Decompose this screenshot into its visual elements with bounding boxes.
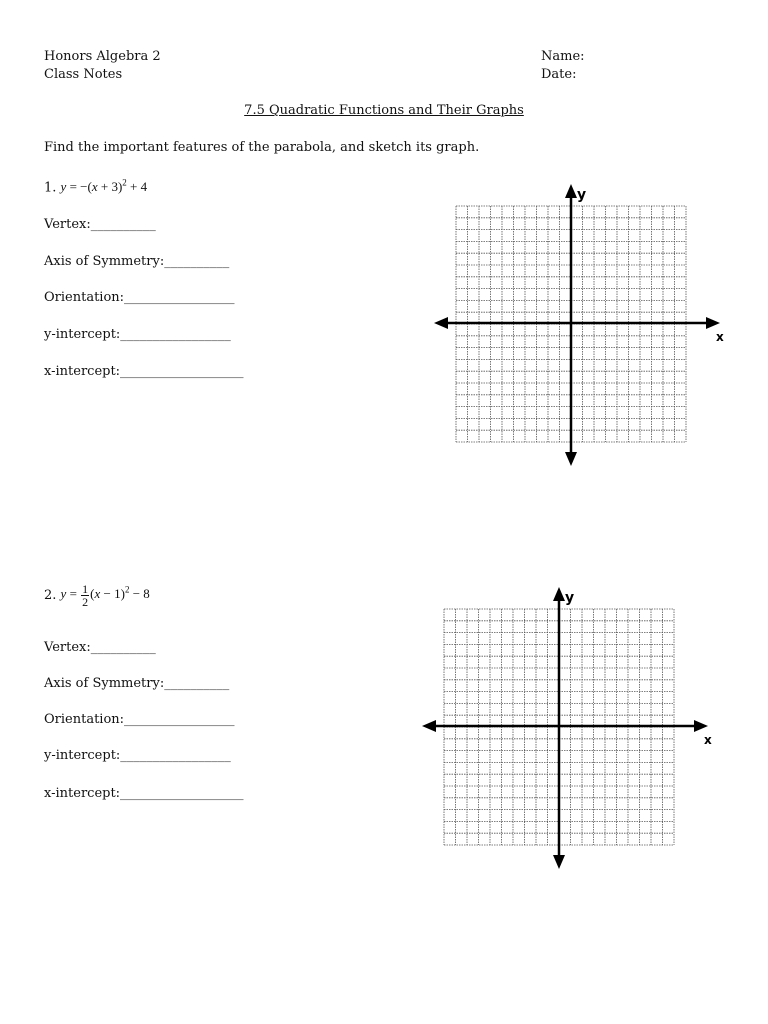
vertex-field[interactable]: Vertex:__________ [44, 217, 156, 232]
equation: y = $\frac{1}{2}$ $(x - 1)^2 - 8$ [60, 582, 150, 609]
x-axis-label: x [704, 733, 712, 747]
vertex-field[interactable]: Vertex:__________ [44, 640, 156, 655]
y-axis-down-arrow [565, 452, 577, 466]
x-axis-left-arrow [434, 317, 448, 329]
x-axis-right-arrow [694, 720, 708, 732]
orientation-field[interactable]: Orientation:_________________ [44, 290, 235, 305]
notes-type: Class Notes [44, 67, 123, 82]
coordinate-grid-2[interactable] [420, 585, 710, 870]
y-axis-label: y [565, 590, 575, 606]
x-axis-right-arrow [706, 317, 720, 329]
y-axis-up-arrow [553, 587, 565, 601]
course-title: Honors Algebra 2 [44, 49, 161, 64]
axis-of-symmetry-field[interactable]: Axis of Symmetry:__________ [44, 254, 230, 269]
problem-number: 2. [44, 588, 57, 603]
y-axis-up-arrow [565, 184, 577, 198]
axis-of-symmetry-field[interactable]: Axis of Symmetry:__________ [44, 676, 230, 691]
y-intercept-field[interactable]: y-intercept:_________________ [44, 327, 231, 342]
problem-2-equation [44, 583, 150, 608]
fraction: $\frac{1}{2}$ [82, 582, 89, 609]
x-axis-left-arrow [422, 720, 436, 732]
y-axis-down-arrow [553, 855, 565, 869]
equation: $y = -(x + 3)^2 + 4$ [60, 178, 148, 195]
x-axis-label: x [716, 330, 724, 344]
x-intercept-field[interactable]: x-intercept:___________________ [44, 786, 244, 801]
y-intercept-field[interactable]: y-intercept:_________________ [44, 748, 231, 763]
orientation-field[interactable]: Orientation:_________________ [44, 712, 235, 727]
name-label: Name: [541, 49, 585, 64]
y-axis-label: y [577, 187, 587, 203]
coordinate-grid-1[interactable] [432, 182, 722, 467]
page-title: 7.5 Quadratic Functions and Their Graphs [244, 103, 524, 118]
instructions: Find the important features of the parabola, and sketch its graph. [44, 140, 480, 155]
x-intercept-field[interactable]: x-intercept:___________________ [44, 364, 244, 379]
date-label: Date: [541, 67, 577, 82]
problem-1-equation [44, 178, 147, 195]
problem-number: 1. [44, 180, 57, 196]
